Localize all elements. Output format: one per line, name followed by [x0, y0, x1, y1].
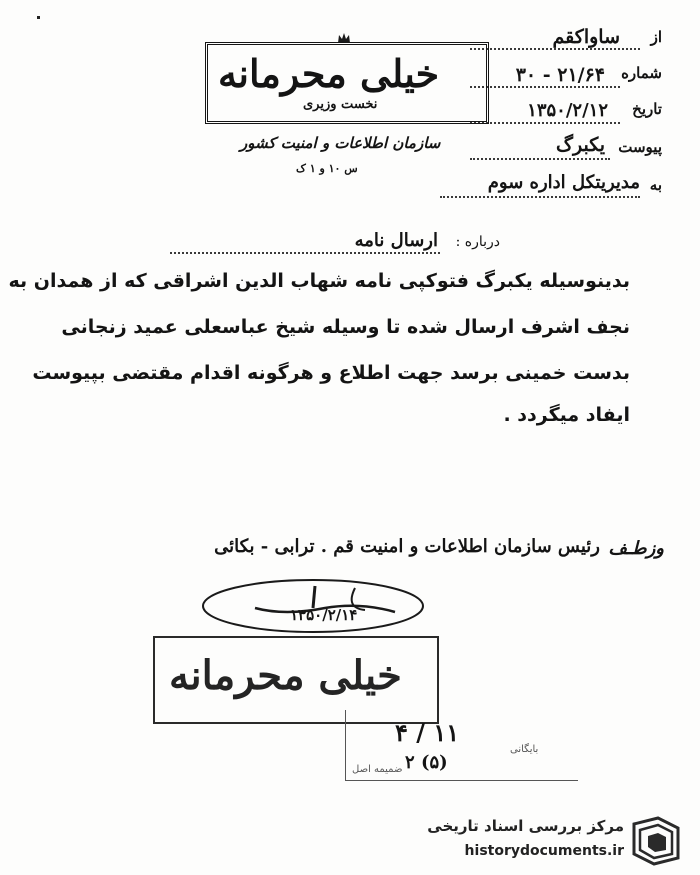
number-label: شماره: [621, 64, 662, 82]
archive-number-line-1: ۱۱ / ۴: [395, 718, 460, 747]
date-dotted-line: [470, 122, 620, 124]
subject-dotted-line: [170, 252, 440, 254]
attachment-dotted-line: [470, 158, 610, 160]
date-value: ۱۳۵۰/۲/۱۲: [527, 100, 608, 121]
org-name: سازمان اطلاعات و امنیت کشور: [240, 134, 441, 152]
handwritten-date-note: ۱۳۵۰/۲/۱۴: [290, 606, 358, 624]
body-line-4: ایفاد میگردد .: [503, 404, 630, 426]
date-label: تاریخ: [632, 100, 662, 118]
archive-logo-icon: [628, 814, 684, 866]
watermark-url[interactable]: historydocuments.ir: [464, 843, 624, 859]
from-dotted-line: [470, 48, 640, 50]
subject-label: درباره :: [455, 234, 500, 250]
classification-stamp: [205, 42, 489, 124]
body-line-2: نجف اشرف ارسال شده تا وسیله شیخ عباسعلی عمید زنجانی: [61, 316, 630, 338]
subject-value: ارسال نامه: [354, 230, 438, 251]
speck-mark: [37, 16, 40, 19]
from-label: از: [650, 28, 662, 46]
org-code: س ۱۰ و ۱ ک: [296, 162, 358, 175]
watermark-title: مرکز بررسی اسناد تاریخی: [427, 817, 624, 835]
archive-label-2: ضمیمه اصل: [352, 764, 403, 775]
number-value: ۲۱/۶۴ - ۳۰: [515, 64, 605, 86]
to-dotted-line: [440, 196, 640, 198]
bottom-stamp-text: خیلی محرمانه: [169, 652, 402, 699]
attachment-value: یکبرگ: [555, 134, 605, 156]
classification-stamp-subtext: نخست وزیری: [303, 97, 378, 112]
signature-prefix: وزطـف: [608, 538, 664, 559]
body-line-3: بدست خمینی برسد جهت اطلاع و هرگونه اقدام مقتضی بپیوست: [32, 362, 630, 384]
archive-label-1: بایگانی: [510, 744, 539, 755]
archive-number-line-2: (۵) ۲: [405, 752, 448, 773]
to-value: مدیریتکل اداره سوم: [487, 172, 640, 193]
body-line-1: بدینوسیله یکبرگ فتوکپی نامه شهاب الدین اشراقی که از همدان به: [8, 270, 630, 292]
classification-stamp-text: خیلی محرمانه: [218, 51, 440, 96]
attachment-label: پیوست: [618, 138, 662, 156]
number-dotted-line: [470, 86, 620, 88]
signature-scribble: [195, 568, 435, 638]
signature-line: رئیس سازمان اطلاعات و امنیت قم . ترابی - بکائی: [214, 536, 600, 557]
from-value: ساواکقم: [552, 26, 620, 48]
to-label: به: [649, 176, 662, 194]
